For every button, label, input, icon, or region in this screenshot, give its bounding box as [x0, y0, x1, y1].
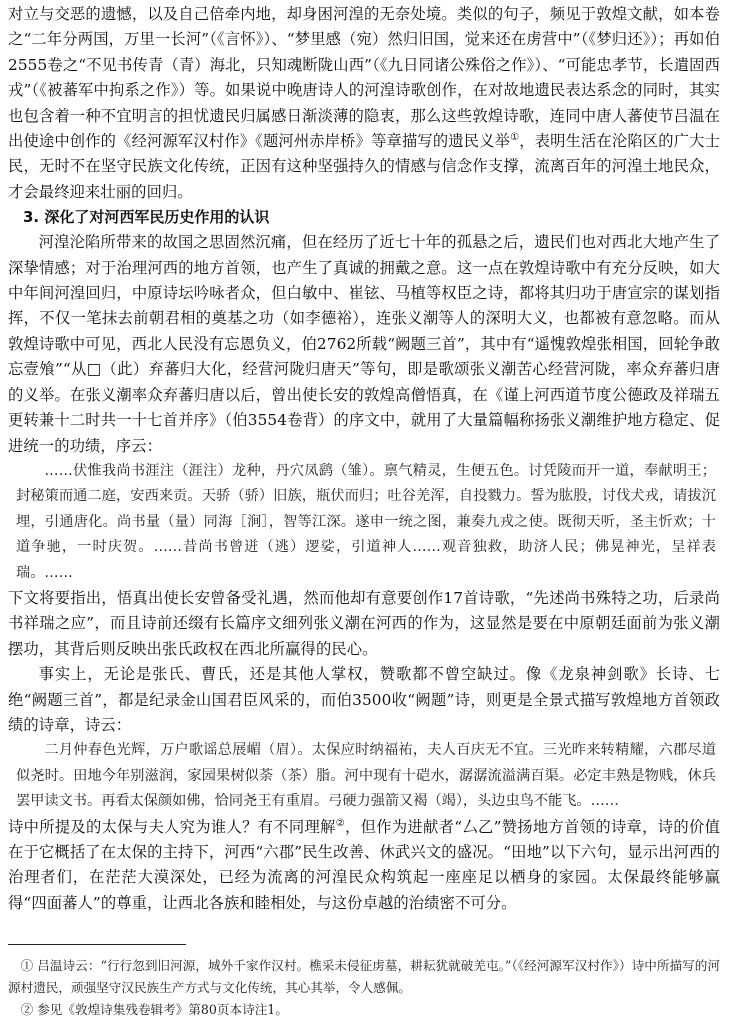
footnote-ref-1[interactable]: ① — [510, 131, 520, 143]
footnote-1: ① 吕温诗云：“行行忽到旧河源，城外千家作汉村。樵采未侵征虏墓，耕耘犹就破羌屯。”（《经河源军汉村作》）诗中所描写的河源村遗民，顽强坚守汉民族生产方式与文化传统，其心其举，令人感佩。 — [8, 958, 720, 996]
paragraph-1-tail: ，表明生活在沦陷区的广大士民，无时不在坚守民族文化传统，正因有这种坚强持久的情感与信念作支撑，流离百年的河湟土地民众，才会最终迎来壮丽的回归。 — [8, 132, 720, 201]
paragraph-5-text: 诗中所提及的太保与夫人究为谁人？有不同理解 — [8, 817, 336, 836]
paragraph-5-tail: ，但作为进献者“厶乙”赞扬地方首领的诗章，诗的价值在于它概括了在太保的主持下，河西“六郡”民生改善、休武兴文的盛况。“田地”以下六句，显示出河西的治理者们，在茫茫大漠深处，已经为流离的河湟民众构筑起一座座足以栖身的家园。太保最终能够赢得“四面蕃人”的尊重，让西北各族和睦相处，与这份卓越的治绩密不可分。 — [8, 817, 720, 912]
section-heading: 3. 深化了对河西军民历史作用的认识 — [23, 208, 270, 227]
block-quote-2: 二月仲春色光辉，万户歌谣总展嵋（眉）。太保应时纳福祐，夫人百庆无不宜。三光昨来转精耀，六郡尽道似尧时。田地今年别滋润，家园果树似荼（茶）脂。河中现有十硙水，潺潺流溢满百渠。必定丰熟是物贱，休兵罢甲读文书。再看太保颜如佛，恰同尧王有重眉。弓硬力强箭又褐（竭），头边虫鸟不能飞。…… — [16, 742, 716, 810]
footnote-ref-2[interactable]: ② — [335, 817, 345, 829]
footnote-divider — [8, 944, 186, 945]
paragraph-3: 下文将要指出，悟真出使长安曾备受礼遇，然而他却有意要创作17首诗歌，“先述尚书殊特之功，后录尚书祥瑞之应”，而且诗前还缀有长篇序文细列张义潮在河西的作为，这显然是要在中原朝廷面前为张义潮摆功，其背后则反映出张氏政权在西北所赢得的民心。 — [8, 588, 720, 658]
paragraph-2: 河湟沦陷所带来的故国之思固然沉痛，但在经历了近七十年的孤悬之后，遗民们也对西北大地产生了深挚情感；对于治理河西的地方首领，也产生了真诚的拥戴之意。这一点在敦煌诗歌中有充分反映，如大中年间河湟回归，中原诗坛吟咏者众，但白敏中、崔铉、马植等权臣之诗，都将其归功于唐宣宗的谋划指挥，不仅一笔抹去前朝君相的奠基之功（如李德裕），连张义潮等人的深明大义，也都被有意忽略。而从敦煌诗歌中可见，西北人民没有忘恩负义，伯2762所载“阙题三首”，其中有“遥愧敦煌张相国，回轮争敢忘壹飧”“从□（此）弃蕃归大化，经营河陇归唐天”等句，即是歌颂张义潮苦心经营河陇，率众弃蕃归唐的义举。在张义潮率众弃蕃归唐以后，曾出使长安的敦煌高僧悟真，在《谨上河西道节度公德政及祥瑞五更转兼十二时共一十七首并序》（伯3554卷背）的序文中，就用了大量篇幅称扬张义潮维护地方稳定、促进统一的功绩，序云： — [8, 233, 720, 455]
paragraph-5 — [8, 815, 720, 917]
paragraph-1 — [8, 2, 720, 205]
paragraph-4: 事实上，无论是张氏、曹氏，还是其他人掌权，赞歌都不曾空缺过。像《龙泉神剑歌》长诗、七绝“阙题三首”，都是纪录金山国君臣风采的，而伯3500收“阙题”诗，则更是全景式描写敦煌地方首领政绩的诗章，诗云： — [8, 665, 720, 734]
paragraph-1-text: 对立与交恶的遗憾，以及自己倍牵内地，却身困河湟的无奈处境。类似的句子，频见于敦煌文献，如本卷之“二年分两国，万里一长河”（《言怀》）、“梦里感（宛）然归旧国，觉来还在虏营中”（《梦归还》）；再如伯2555卷之“不见书传青（青）海北，只知魂断陇山西”（《九日同诸公殊俗之作》）、“可能忠孝节，长遣固西戎”（《被蕃军中拘系之作》）等。如果说中晚唐诗人的河湟诗歌创作，在对故地遗民表达系念的同时，其实也包含着一种不宜明言的担忧遗民归属感日渐淡薄的隐衷，那么这些敦煌诗歌，连同中唐人蕃使节吕温在出使途中创作的《经河源军汉村作》《题河州赤岸桥》等章描写的遗民义举 — [8, 5, 720, 151]
block-quote-1: ……伏惟我尚书涯注（涯注）龙种，丹穴凤鹞（雏）。禀气精灵，生便五色。讨凭陵而开一道，奉献明王；封秘策而通二庭，安西来贡。天骄（骄）旧族，瓶伏而归；吐谷羌浑，自投戮力。誓为肱股，讨伐犬戎，请拔沉埋，引通唐化。尚书量（量）同海［涧］，智等江深。遂申一统之图，兼奏九戎之使。既彻天听，圣主忻欢；十道争驰，一时庆贺。……昔尚书曾迸（逃）逻娑，引道神人……观音独救，助济人民；佛晃神光，呈祥表瑞。…… — [16, 462, 716, 581]
footnote-2: ② 参见《敦煌诗集残卷辑考》第80页本诗注1。 — [20, 1002, 288, 1018]
